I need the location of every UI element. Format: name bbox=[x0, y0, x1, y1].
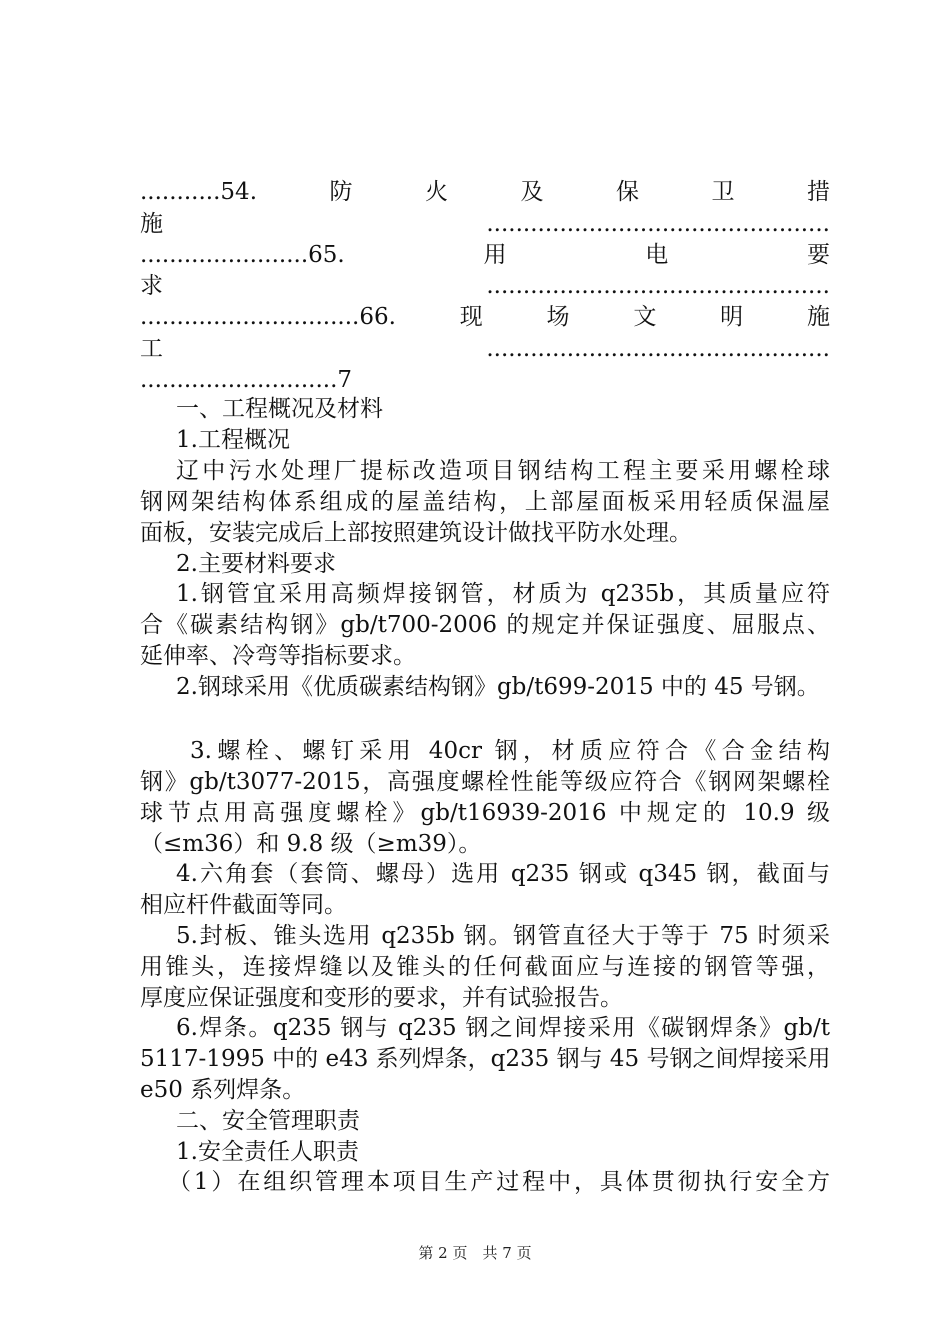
subsection-heading: 1.工程概况 bbox=[176, 427, 290, 453]
paragraph-line: 2.钢球采用《优质碳素结构钢》gb/t699-2015 中的 45 号钢。 bbox=[176, 674, 820, 700]
paragraph-line: 厚度应保证强度和变形的要求，并有试验报告。 bbox=[140, 985, 623, 1011]
toc-line: 工............................................... bbox=[140, 336, 830, 362]
subsection-heading: 2.主要材料要求 bbox=[176, 551, 336, 577]
paragraph-line: 1.钢管宜采用高频焊接钢管，材质为 q235b，其质量应符 bbox=[176, 581, 830, 607]
toc-line: 求............................................... bbox=[140, 273, 830, 299]
paragraph-line: （1）在组织管理本项目生产过程中，具体贯彻执行安全方 bbox=[168, 1169, 830, 1195]
toc-line: 施............................................... bbox=[140, 211, 830, 237]
paragraph-line: 钢》gb/t3077-2015，高强度螺栓性能等级应符合《钢网架螺栓 bbox=[140, 769, 830, 795]
paragraph-line: 面板，安装完成后上部按照建筑设计做找平防水处理。 bbox=[140, 520, 692, 546]
paragraph-line: 相应杆件截面等同。 bbox=[140, 892, 347, 918]
subsection-heading: 1.安全责任人职责 bbox=[176, 1139, 359, 1165]
paragraph-line: 6.焊条。q235 钢与 q235 钢之间焊接采用《碳钢焊条》gb/t bbox=[176, 1015, 830, 1041]
paragraph-line: 5117-1995 中的 e43 系列焊条，q235 钢与 45 号钢之间焊接采用 bbox=[140, 1046, 830, 1072]
paragraph-line: 5.封板、锥头选用 q235b 钢。钢管直径大于等于 75 时须采 bbox=[176, 923, 830, 949]
toc-line: ...........................7 bbox=[140, 367, 353, 393]
page-footer: 第 2 页 共 7 页 bbox=[418, 1244, 532, 1262]
toc-line: ...........54. 防 火 及 保 卫 措 bbox=[140, 179, 830, 205]
section-heading: 二、安全管理职责 bbox=[176, 1108, 360, 1134]
paragraph-line: 钢网架结构体系组成的屋盖结构，上部屋面板采用轻质保温屋 bbox=[140, 489, 830, 515]
toc-line: ..............................66. 现 场 文 明 施 bbox=[140, 304, 830, 330]
paragraph-line: 球节点用高强度螺栓》gb/t16939-2016 中规定的 10.9 级 bbox=[140, 800, 830, 826]
paragraph-line: （≤m36）和 9.8 级（≥m39）。 bbox=[140, 831, 482, 857]
paragraph-line: 3.螺栓、螺钉采用 40cr 钢，材质应符合《合金结构 bbox=[190, 738, 830, 764]
paragraph-line: 4.六角套（套筒、螺母）选用 q235 钢或 q345 钢，截面与 bbox=[176, 861, 830, 887]
paragraph-line: 辽中污水处理厂提标改造项目钢结构工程主要采用螺栓球 bbox=[176, 458, 830, 484]
section-heading: 一、工程概况及材料 bbox=[176, 396, 383, 422]
toc-line: .......................65. 用 电 要 bbox=[140, 242, 830, 268]
paragraph-line: e50 系列焊条。 bbox=[140, 1077, 306, 1103]
paragraph-line: 延伸率、冷弯等指标要求。 bbox=[140, 643, 416, 669]
paragraph-line: 用锥头，连接焊缝以及锥头的任何截面应与连接的钢管等强， bbox=[140, 954, 830, 980]
paragraph-line: 合《碳素结构钢》gb/t700-2006 的规定并保证强度、屈服点、 bbox=[140, 612, 830, 638]
